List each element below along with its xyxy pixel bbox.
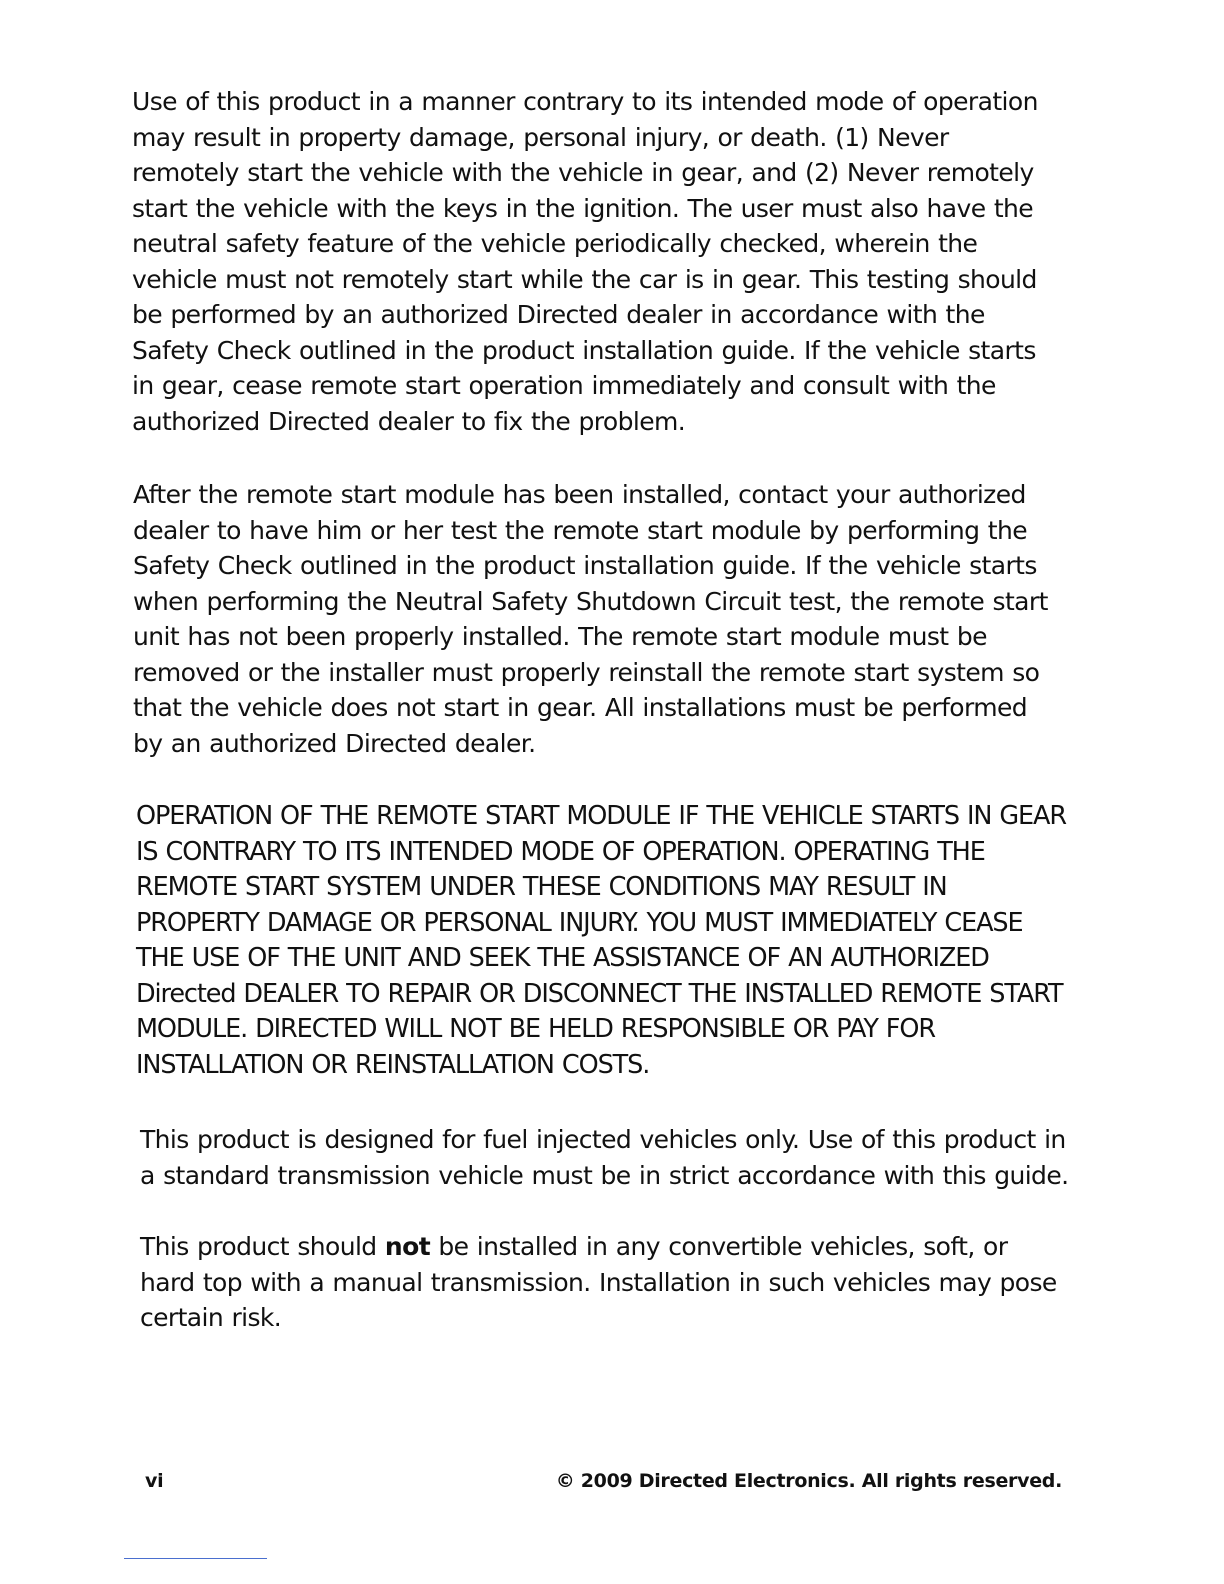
warning-paragraph-uppercase-notice: OPERATION OF THE REMOTE START MODULE IF THE VEHICLE STARTS IN GEAR IS CONTRARY TO ITS INTENDED MODE OF OPERATION. OPERATING THE REMOTE START SYSTEM UNDER THESE CONDITIONS MAY RESULT IN PROPERTY DAMAGE OR PERSONAL INJURY. YOU MUST IMMEDIATELY CEASE THE USE OF THE UNIT AND SEEK THE ASSISTANCE OF AN AUTHORIZED Directed DEALER TO REPAIR OR DISCONNECT THE INSTALLED REMOTE START MODULE. DIRECTED WILL NOT BE HELD RESPONSIBLE OR PAY FOR INSTALLATION OR REINSTALLATION COSTS. (136, 801, 1066, 1080)
convertible-warning-emphasis: not (384, 1232, 431, 1261)
convertible-warning-lead: This product should (140, 1232, 385, 1261)
scan-artifact-line (124, 1558, 267, 1559)
convertible-warning-paragraph (140, 1229, 1060, 1336)
warning-paragraph-installation-check: After the remote start module has been installed, contact your authorized dealer to have him or her test the remote start module by performing the Safety Check outlined in the product installation guide. If the vehicle starts when performing the Neutral Safety Shutdown Circuit test, the remote start unit has not been properly installed. The remote start module must be removed or the installer must properly reinstall the remote start system so that the vehicle does not start in gear. All installations must be performed by an authorized Directed dealer. (133, 480, 1048, 758)
copyright-notice: © 2009 Directed Electronics. All rights reserved. (555, 1470, 1062, 1492)
warning-paragraph-usage: Use of this product in a manner contrary to its intended mode of operation may result in property damage, personal injury, or death. (1) Never remotely start the vehicle with the vehicle in gear, and (2) Never remotely start the vehicle with the keys in the ignition. The user must also have the neutral safety feature of the vehicle periodically checked, wherein the vehicle must not remotely start while the car is in gear. This testing should be performed by an authorized Directed dealer in accordance with the Safety Check outlined in the product installation guide. If the vehicle starts in gear, cease remote start operation immediately and consult with the authorized Directed dealer to fix the problem. (132, 87, 1038, 436)
convertible-warning-rest: be installed in any convertible vehicles, soft, or hard top with a manual transmission. Installation in such vehicles may pose certain risk. (140, 1232, 1057, 1332)
page-number: vi (145, 1470, 164, 1492)
fuel-injection-paragraph: This product is designed for fuel injected vehicles only. Use of this product in a standard transmission vehicle must be in strict accordance with this guide. (140, 1125, 1069, 1190)
